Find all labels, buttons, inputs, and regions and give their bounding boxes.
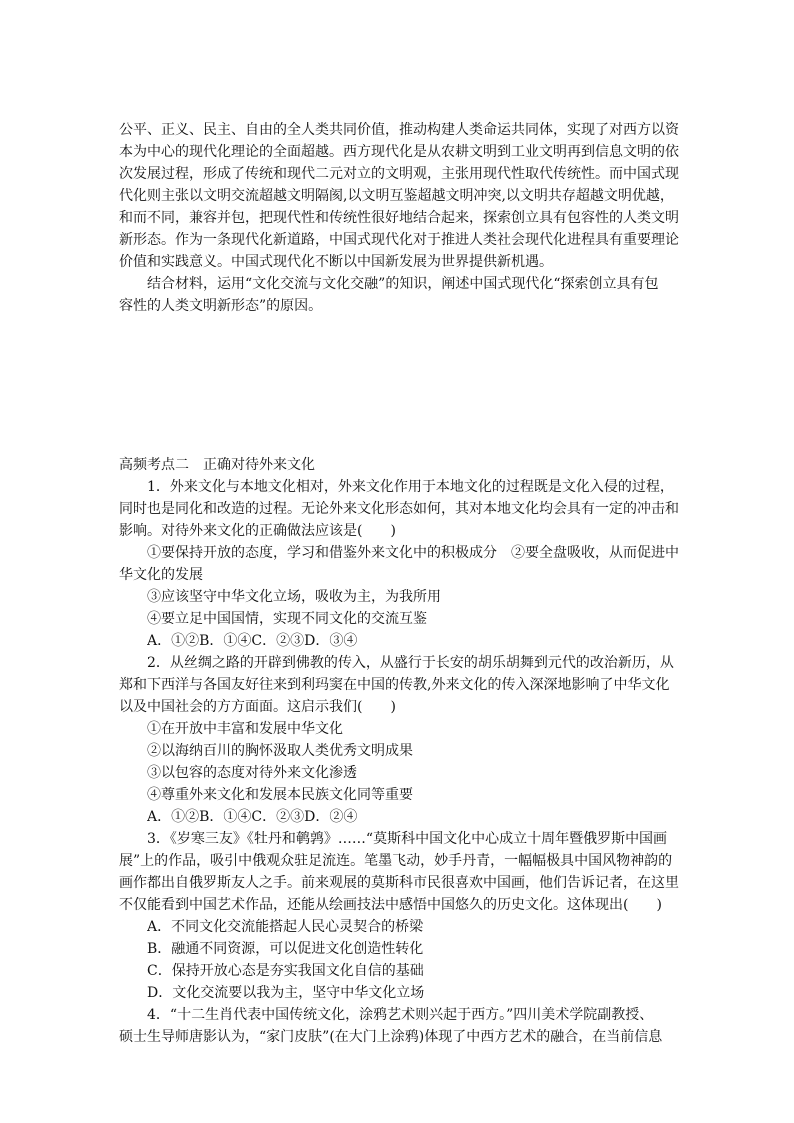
q1-option: ①要保持开放的态度，学习和借鉴外来文化中的积极成分 ②要全盘吸收，从而促进中: [147, 545, 679, 561]
q3-stem-line: 不仅能看到中国艺术作品，还能从绘画技法中感悟中国悠久的历史文化。这体现出( ): [119, 897, 662, 913]
q1-option: 华文化的发展: [119, 567, 203, 583]
intro-text-line: 新形态。作为一条现代化新道路，中国式现代化对于推进人类社会现代化进程具有重要理论: [119, 232, 679, 248]
intro-text-line: 本为中心的现代化理论的全面超越。西方现代化是从农耕文明到工业文明再到信息文明的依: [119, 144, 679, 160]
q1-option: ③应该坚守中华文化立场，吸收为主，为我所用: [147, 589, 441, 605]
q4-stem-line: 4．“十二生肖代表中国传统文化，涂鸦艺术则兴起于西方。”四川美术学院副教授、: [147, 1007, 654, 1023]
q2-stem-line: 2．从丝绸之路的开辟到佛教的传入，从盛行于长安的胡乐胡舞到元代的改治新历，从: [147, 655, 674, 671]
q1-option: ④要立足中国国情，实现不同文化的交流互鉴: [147, 611, 427, 627]
task-text-line: 结合材料，运用“文化交流与文化交融”的知识，阐述中国式现代化“探索创立具有包: [147, 276, 659, 292]
q1-choices: A．①②B．①④C．②③D．③④: [147, 633, 358, 649]
q3-stem-line: 展”上的作品，吸引中俄观众驻足流连。笔墨飞动，妙手丹青，一幅幅极具中国风物神韵的: [119, 853, 673, 869]
q3-stem-line: 画作都出自俄罗斯友人之手。前来观展的莫斯科市民很喜欢中国画，他们告诉记者，在这里: [119, 875, 679, 891]
q2-option: ④尊重外来文化和发展本民族文化同等重要: [147, 787, 413, 803]
intro-text-line: 公平、正义、民主、自由的全人类共同价值，推动构建人类命运共同体，实现了对西方以资: [119, 122, 679, 138]
q2-choices: A．①②B．①④C．②③D．②④: [147, 809, 358, 825]
q3-option: A．不同文化交流能搭起人民心灵契合的桥梁: [147, 919, 424, 935]
intro-text-line: 和而不同，兼容并包，把现代性和传统性很好地结合起来，探索创立具有包容性的人类文明: [119, 210, 679, 226]
q2-option: ①在开放中丰富和发展中华文化: [147, 721, 343, 737]
q2-option: ②以海纳百川的胸怀汲取人类优秀文明成果: [147, 743, 413, 759]
q3-option: C．保持开放心态是夯实我国文化自信的基础: [147, 963, 424, 979]
q2-option: ③以包容的态度对待外来文化渗透: [147, 765, 357, 781]
q2-stem-line: 郑和下西洋与各国友好往来到利玛窦在中国的传教,外来文化的传入深深地影响了中华文化: [119, 677, 670, 693]
q1-stem-line: 1．外来文化与本地文化相对，外来文化作用于本地文化的过程既是文化入侵的过程，: [147, 479, 674, 495]
intro-text-line: 次发展过程，形成了传统和现代二元对立的文明观，主张用现代性取代传统性。而中国式现: [119, 166, 679, 182]
q1-stem-line: 同时也是同化和改造的过程。无论外来文化形态如何，其对本地文化均会具有一定的冲击和: [119, 501, 679, 517]
q3-option: D．文化交流要以我为主，坚守中华文化立场: [147, 985, 425, 1001]
task-text-line: 容性的人类文明新形态”的原因。: [119, 298, 323, 314]
q3-option: B．融通不同资源，可以促进文化创造性转化: [147, 941, 424, 957]
intro-text-line: 价值和实践意义。中国式现代化不断以中国新发展为世界提供新机遇。: [119, 254, 553, 270]
q4-stem-line: 硕士生导师唐影认为，“家门皮肤”(在大门上涂鸦)体现了中西方艺术的融合，在当前信息: [119, 1029, 663, 1045]
q1-stem-line: 影响。对待外来文化的正确做法应该是( ): [119, 523, 396, 539]
section-title: 高频考点二 正确对待外来文化: [119, 457, 315, 473]
q3-stem-line: 3．《岁寒三友》《牡丹和鹌鹑》……“莫斯科中国文化中心成立十周年暨俄罗斯中国画: [147, 831, 668, 847]
intro-text-line: 代化则主张以文明交流超越文明隔阂,以文明互鉴超越文明冲突,以文明共存超越文明优越，: [119, 188, 674, 204]
q2-stem-line: 以及中国社会的方方面面。这启示我们( ): [119, 699, 396, 715]
